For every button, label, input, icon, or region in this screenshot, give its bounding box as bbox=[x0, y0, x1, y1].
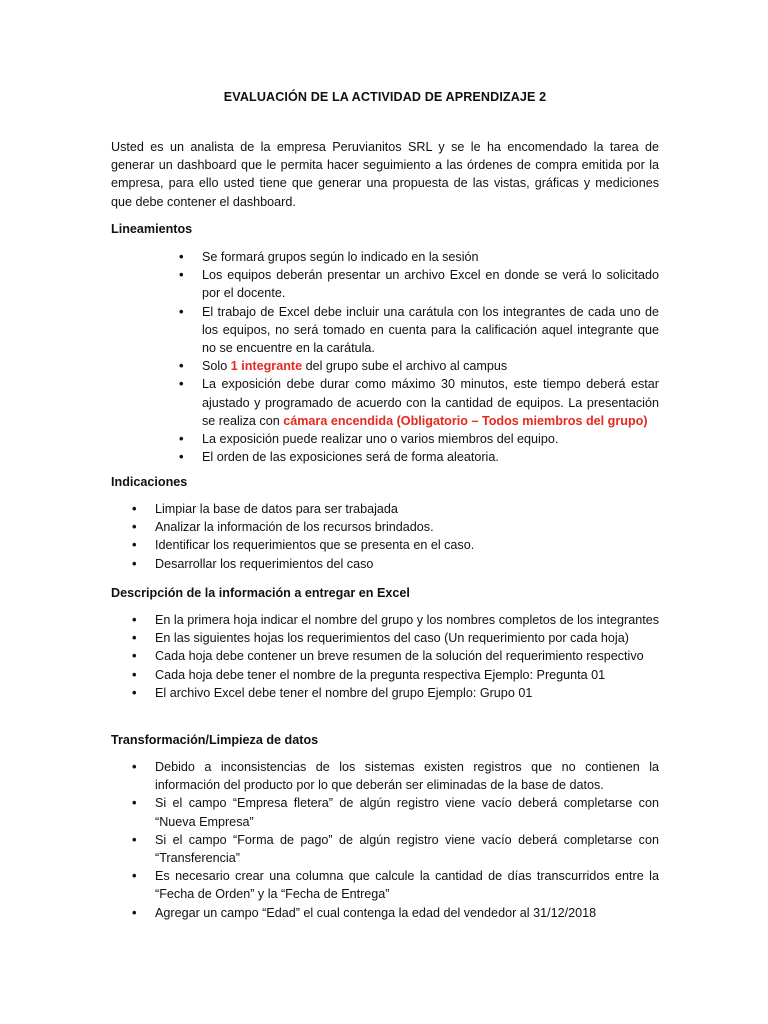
list-lineamientos bbox=[202, 248, 659, 466]
list-item: • Analizar la información de los recursos brindados. bbox=[155, 518, 595, 536]
list-item: • Cada hoja debe contener un breve resumen de la solución del requerimiento respectivo bbox=[155, 647, 659, 665]
list-item: • Limpiar la base de datos para ser trabajada bbox=[155, 500, 595, 518]
list-item bbox=[202, 375, 659, 430]
list-item: • Identificar los requerimientos que se presenta en el caso. bbox=[155, 536, 595, 554]
heading-indicaciones: Indicaciones bbox=[111, 475, 188, 489]
list-item: • Agregar un campo “Edad” el cual contenga la edad del vendedor al 31/12/2018 bbox=[155, 904, 659, 922]
list-item bbox=[202, 357, 659, 375]
list-item: • Si el campo “Forma de pago” de algún registro viene vacío deberá completarse con “Transferencia” bbox=[155, 831, 659, 867]
list-descripcion bbox=[155, 611, 659, 702]
heading-transformacion: Transformación/Limpieza de datos bbox=[111, 733, 319, 747]
list-item: • La exposición puede realizar uno o varios miembros del equipo. bbox=[202, 430, 659, 448]
list-item: • El trabajo de Excel debe incluir una carátula con los integrantes de cada uno de los equipos, no será tomado en cuenta para la calificación aquel integrante que no se encuentre en la carátula. bbox=[202, 303, 659, 358]
document-title: EVALUACIÓN DE LA ACTIVIDAD DE APRENDIZAJE 2 bbox=[223, 90, 547, 104]
list-item: • En la primera hoja indicar el nombre del grupo y los nombres completos de los integrantes bbox=[155, 611, 659, 629]
list-item: • El archivo Excel debe tener el nombre del grupo Ejemplo: Grupo 01 bbox=[155, 684, 659, 702]
list-item: • Los equipos deberán presentar un archivo Excel en donde se verá lo solicitado por el docente. bbox=[202, 266, 659, 302]
highlight-text: cámara encendida (Obligatorio – Todos miembros del grupo) bbox=[283, 413, 648, 428]
list-item: • Debido a inconsistencias de los sistemas existen registros que no contienen la información del producto por lo que deberán ser eliminadas de la base de datos. bbox=[155, 758, 659, 794]
list-item: • Cada hoja debe tener el nombre de la pregunta respectiva Ejemplo: Pregunta 01 bbox=[155, 666, 659, 684]
intro-paragraph: Usted es un analista de la empresa Peruvianitos SRL y se le ha encomendado la tarea de generar un dashboard que le permita hacer seguimiento a las órdenes de compra emitida por la empresa, para ello usted tiene que generar una propuesta de las vistas, gráficas y mediciones que debe contener el dashboard. bbox=[111, 140, 659, 209]
list-transformacion bbox=[155, 758, 659, 922]
list-item: • El orden de las exposiciones será de forma aleatoria. bbox=[202, 448, 659, 466]
list-item: • Es necesario crear una columna que calcule la cantidad de días transcurridos entre la “Fecha de Orden” y la “Fecha de Entrega” bbox=[155, 867, 659, 903]
list-item: • Se formará grupos según lo indicado en la sesión bbox=[202, 248, 659, 266]
heading-lineamientos: Lineamientos bbox=[111, 222, 193, 236]
list-item: • Desarrollar los requerimientos del caso bbox=[155, 555, 595, 573]
text-segment: Solo bbox=[202, 359, 231, 374]
list-item: • En las siguientes hojas los requerimientos del caso (Un requerimiento por cada hoja) bbox=[155, 629, 659, 647]
heading-descripcion: Descripción de la información a entregar en Excel bbox=[111, 586, 410, 600]
list-item: • Si el campo “Empresa fletera” de algún registro viene vacío deberá completarse con “Nueva Empresa” bbox=[155, 794, 659, 830]
list-indicaciones bbox=[155, 500, 595, 573]
highlight-text: 1 integrante bbox=[230, 359, 303, 374]
text-segment: del grupo sube el archivo al campus bbox=[302, 359, 508, 374]
text-segment: La exposición debe durar como máximo 30 minutos, este tiempo deberá estar ajustado y programado de acuerdo con la cantidad de equipos. La presentación se realiza con bbox=[202, 377, 659, 428]
